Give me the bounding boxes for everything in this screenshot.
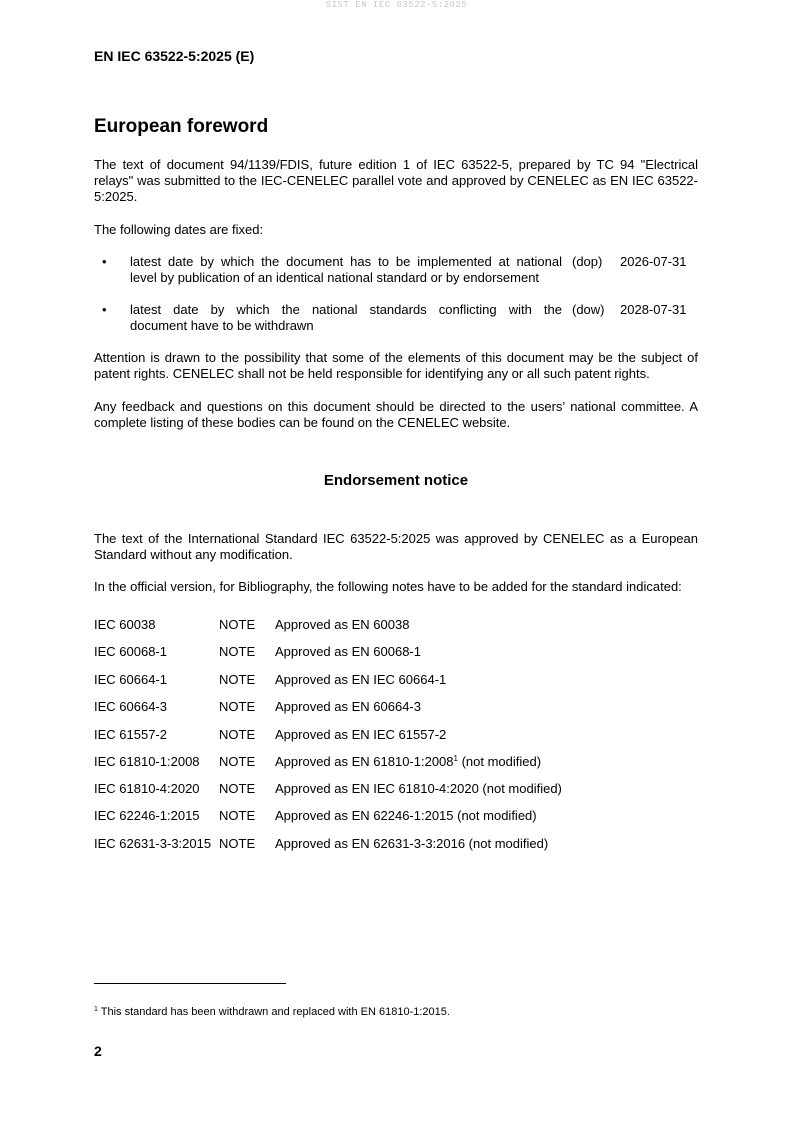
iec-reference: IEC 61810-4:2020 — [94, 781, 200, 796]
note-label: NOTE — [219, 672, 256, 687]
list-item-line-2: level by publication of an identical national standard or by endorsement — [130, 270, 540, 285]
watermark: SIST EN IEC 63522-5:2025 — [325, 0, 468, 10]
note-text-main: Approved as EN IEC 60664-1 — [275, 672, 447, 687]
note-text-main: Approved as EN 62246-1:2015 (not modified) — [275, 808, 537, 823]
note-text-main: Approved as EN 60664-3 — [275, 699, 421, 714]
list-item-text — [130, 302, 562, 334]
note-text — [275, 781, 562, 796]
note-text-main: Approved as EN IEC 61810-4:2020 (not modified) — [275, 781, 562, 796]
date-value: 2028-07-31 — [620, 302, 687, 317]
foreword-title: European foreword — [94, 116, 269, 137]
footnote-reference[interactable]: 1 — [453, 754, 458, 763]
footnote-marker: 1 — [94, 1006, 98, 1013]
foreword-paragraph-1: The text of document 94/1139/FDIS, future edition 1 of IEC 63522-5, prepared by TC 94 "Electrical relays" was submitted to the IEC-CENELEC parallel vote and approved by CENELEC as EN IEC 63522-5:2025. — [94, 157, 698, 204]
note-label: NOTE — [219, 617, 256, 632]
endorsement-paragraph-1: The text of the International Standard IEC 63522-5:2025 was approved by CENELEC as a European Standard without any modification. — [94, 531, 698, 562]
note-text — [275, 754, 541, 769]
note-label: NOTE — [219, 836, 256, 851]
note-text-suffix: (not modified) — [457, 754, 542, 769]
note-text-main: Approved as EN 62631-3-3:2016 (not modified) — [275, 836, 549, 851]
note-label: NOTE — [219, 781, 256, 796]
endorsement-title: Endorsement notice — [323, 472, 469, 489]
note-label: NOTE — [219, 808, 256, 823]
foreword-paragraph-2: The following dates are fixed: — [94, 222, 264, 237]
foreword-paragraph-4: Any feedback and questions on this document should be directed to the users’ national committee. A complete listing of these bodies can be found on the CENELEC website. — [94, 399, 698, 430]
document-id: EN IEC 63522-5:2025 (E) — [94, 48, 255, 64]
note-text — [275, 836, 548, 851]
note-text-main: Approved as EN 61810-1:2008 — [275, 754, 454, 769]
list-item-text — [130, 254, 562, 286]
page-number: 2 — [94, 1043, 102, 1059]
list-item-line-1: latest date by which the national standards conflicting with the — [130, 302, 562, 317]
note-text-main: Approved as EN 60068-1 — [275, 644, 421, 659]
note-text-main: Approved as EN IEC 61557-2 — [275, 727, 447, 742]
footnote-text: This standard has been withdrawn and replaced with EN 61810-1:2015. — [97, 1006, 450, 1018]
note-text — [275, 672, 446, 687]
date-code: (dop) — [572, 254, 603, 269]
footnote — [94, 1006, 450, 1018]
foreword-paragraph-3: Attention is drawn to the possibility that some of the elements of this document may be the subject of patent rights. CENELEC shall not be held responsible for identifying any or all such patent rights. — [94, 350, 698, 381]
note-text-main: Approved as EN 60038 — [275, 617, 410, 632]
note-label: NOTE — [219, 754, 256, 769]
note-text — [275, 699, 421, 714]
note-text — [275, 617, 409, 632]
iec-reference: IEC 61810-1:2008 — [94, 754, 200, 769]
iec-reference: IEC 62246-1:2015 — [94, 808, 200, 823]
bullet-icon: • — [102, 254, 107, 269]
bullet-icon: • — [102, 302, 107, 317]
iec-reference: IEC 60038 — [94, 617, 156, 632]
note-text — [275, 644, 421, 659]
iec-reference: IEC 60664-1 — [94, 672, 167, 687]
date-value: 2026-07-31 — [620, 254, 687, 269]
note-label: NOTE — [219, 727, 256, 742]
list-item-line-1: latest date by which the document has to be implemented at national — [130, 254, 562, 269]
note-label: NOTE — [219, 644, 256, 659]
iec-reference: IEC 60664-3 — [94, 699, 167, 714]
note-text — [275, 808, 537, 823]
note-text — [275, 727, 446, 742]
iec-reference: IEC 60068-1 — [94, 644, 167, 659]
list-item-line-2: document have to be withdrawn — [130, 318, 314, 333]
iec-reference: IEC 62631-3-3:2015 — [94, 836, 212, 851]
footnote-divider — [94, 983, 286, 984]
note-label: NOTE — [219, 699, 256, 714]
endorsement-paragraph-2: In the official version, for Bibliography, the following notes have to be added for the standard indicated: — [94, 579, 682, 594]
date-code: (dow) — [572, 302, 605, 317]
iec-reference: IEC 61557-2 — [94, 727, 167, 742]
